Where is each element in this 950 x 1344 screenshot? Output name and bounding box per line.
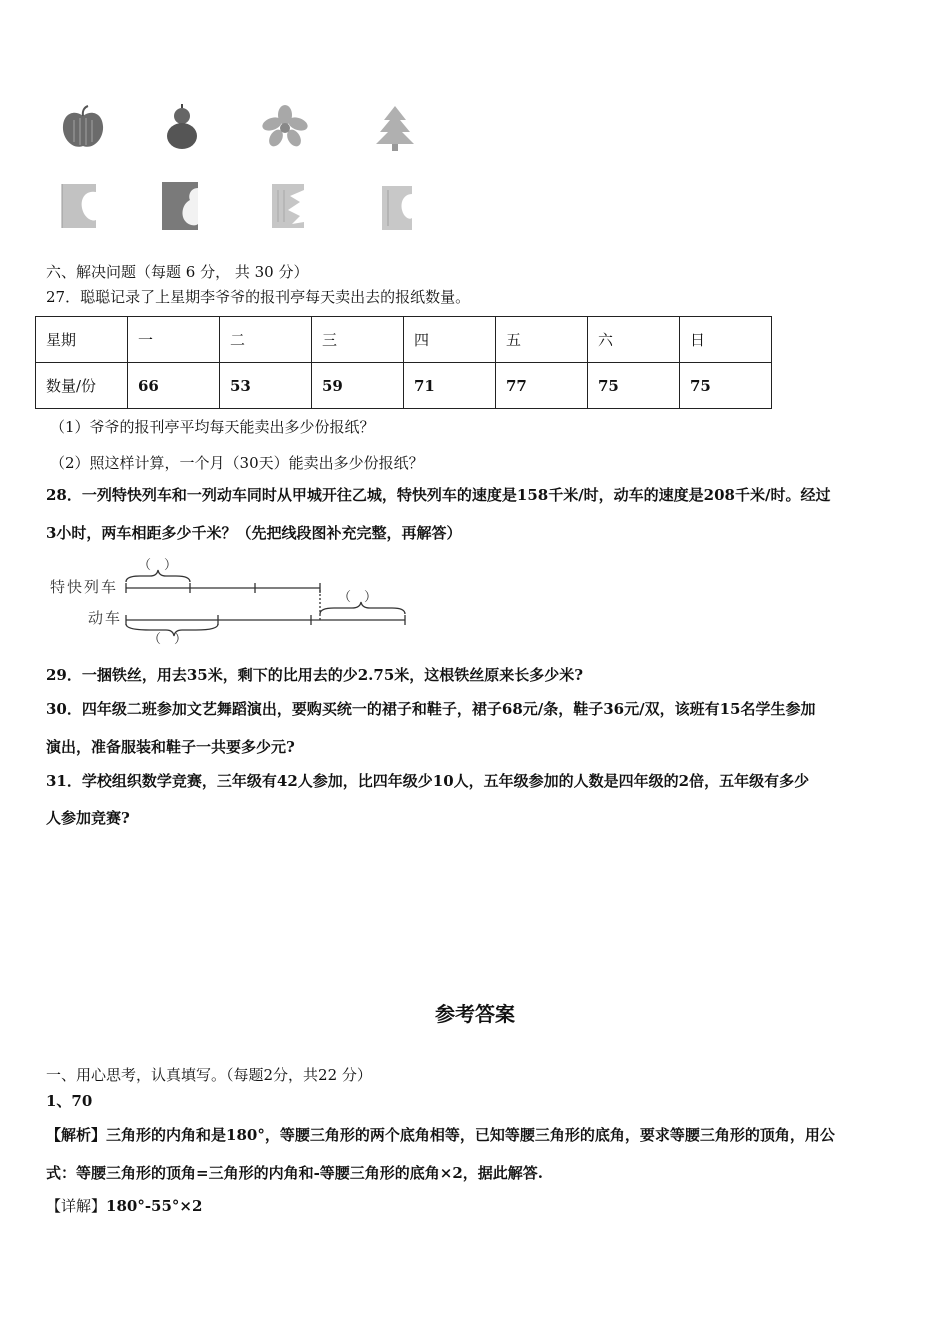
table-cell-value: 77 [496, 363, 588, 409]
q29-text: 29．一捆铁丝，用去35米，剩下的比用去的少2.75米，这根铁丝原来长多少米? [46, 666, 584, 684]
table-cell-day: 日 [680, 317, 772, 363]
answer-1: 1、70 [46, 1092, 93, 1110]
apple-shape [58, 104, 108, 152]
table-cell-value: 75 [588, 363, 680, 409]
flower-shape [260, 104, 310, 150]
q31-line2: 人参加竞赛? [46, 809, 130, 827]
section6-heading: 六、解决问题（每题 6 分， 共 30 分） [46, 263, 309, 281]
table-cell-value: 71 [404, 363, 496, 409]
q27-sub1: （1）爷爷的报刊亭平均每天能卖出多少份报纸？ [50, 418, 375, 436]
halfcut-apple-card [58, 180, 100, 232]
analysis-line1 [46, 1124, 835, 1145]
label-emu-train: 动车 [88, 609, 123, 627]
table-cell-value: 66 [128, 363, 220, 409]
q27-sub2: （2）照这样计算，一个月（30天）能卖出多少份报纸？ [50, 454, 424, 472]
q30-line2: 演出，准备服装和鞋子一共要多少元? [46, 738, 295, 756]
halfcut-flower-card [268, 180, 308, 232]
answers-title: 参考答案 [435, 1002, 515, 1026]
detail-label: 【详解】 [46, 1197, 107, 1215]
table-cell-value: 75 [680, 363, 772, 409]
table-row [36, 363, 772, 409]
table-row-label: 数量/份 [36, 363, 128, 409]
halfcut-gourd-card [158, 178, 202, 234]
table-cell-day: 六 [588, 317, 680, 363]
answers-section1: 一、用心思考，认真填写。（每题2分，共22 分） [46, 1066, 372, 1084]
tree-shape [372, 104, 418, 152]
analysis-label: 【解析】 [46, 1126, 107, 1144]
table-header-label: 星期 [36, 317, 128, 363]
segment-lines [0, 560, 420, 640]
blank-right: （ ） [338, 590, 378, 605]
table-cell-value: 53 [220, 363, 312, 409]
table-cell-day: 四 [404, 317, 496, 363]
table-cell-day: 三 [312, 317, 404, 363]
detail-text: 180°-55°×2 [106, 1197, 203, 1215]
gourd-shape [160, 102, 204, 152]
detail-line [46, 1195, 202, 1216]
table-row [36, 317, 772, 363]
label-express-train: 特快列车 [50, 578, 119, 596]
table-cell-value: 59 [312, 363, 404, 409]
q30-line1: 30．四年级二班参加文艺舞蹈演出，要购买统一的裙子和鞋子，裙子68元/条，鞋子36元/双，该班有15名学生参加 [46, 700, 816, 718]
table-cell-day: 一 [128, 317, 220, 363]
newspaper-sales-table [35, 316, 772, 409]
halfcut-tree-card [378, 180, 418, 234]
q28-line1: 28．一列特快列车和一列动车同时从甲城开往乙城，特快列车的速度是158千米/时，动车的速度是208千米/时。经过 [46, 486, 831, 504]
q27-text: 27．聪聪记录了上星期李爷爷的报刊亭每天卖出去的报纸数量。 [46, 288, 471, 306]
table-cell-day: 五 [496, 317, 588, 363]
blank-bottom: （ ） [148, 632, 188, 647]
table-cell-day: 二 [220, 317, 312, 363]
blank-top: （ ） [138, 558, 178, 573]
analysis-text-1: 三角形的内角和是180°，等腰三角形的两个底角相等，已知等腰三角形的底角，要求等腰三角形的顶角，用公 [106, 1126, 835, 1144]
q28-line2: 3小时，两车相距多少千米？（先把线段图补充完整，再解答） [46, 524, 462, 542]
q31-line1: 31．学校组织数学竞赛，三年级有42人参加，比四年级少10人，五年级参加的人数是四年级的2倍，五年级有多少 [46, 772, 810, 790]
analysis-line2: 式：等腰三角形的顶角=三角形的内角和-等腰三角形的底角×2，据此解答. [46, 1164, 544, 1182]
